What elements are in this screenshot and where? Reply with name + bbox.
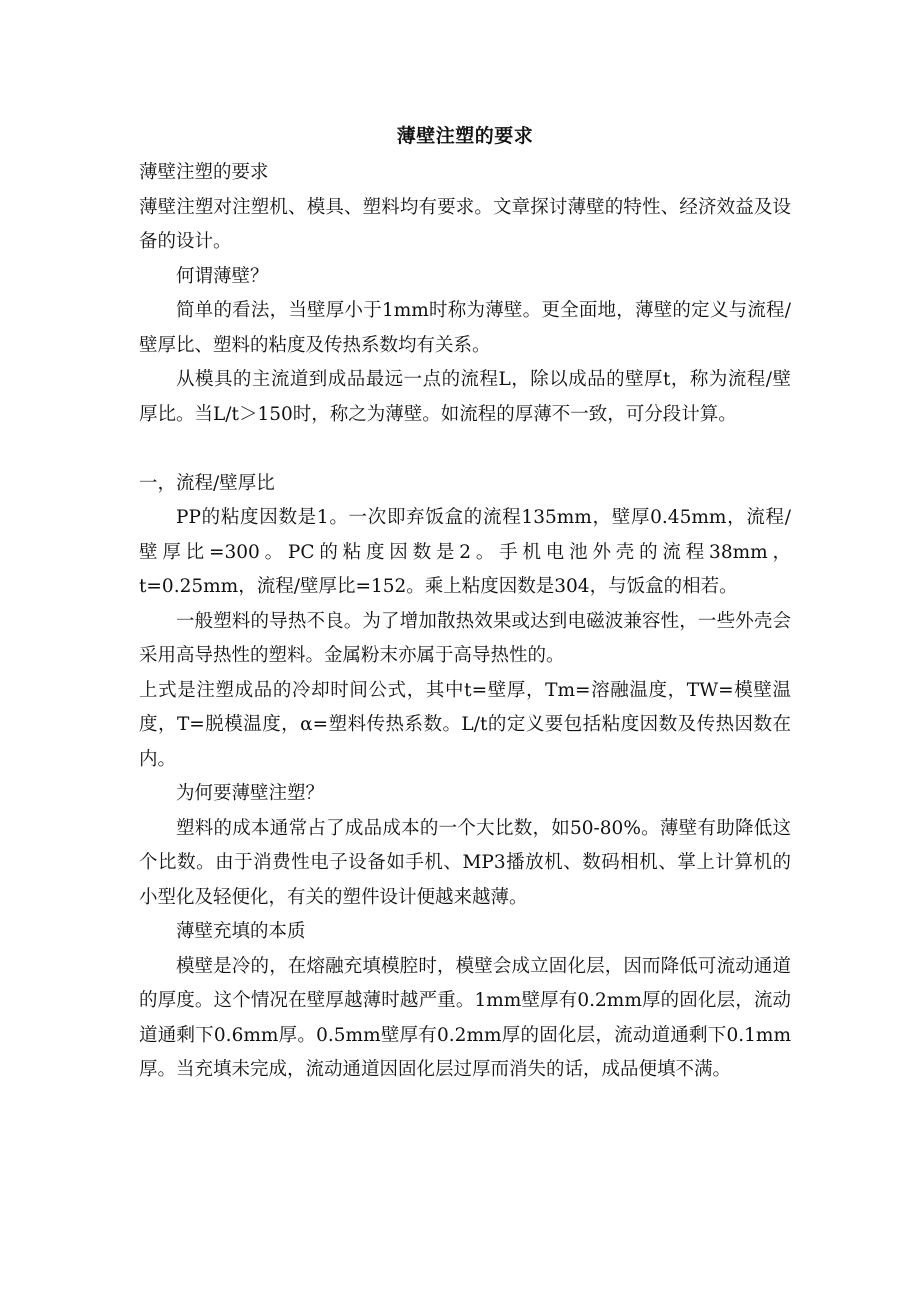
intro-paragraph: 薄壁注塑对注塑机、模具、塑料均有要求。文章探讨薄壁的特性、经济效益及设备的设计。	[139, 196, 791, 252]
cost-paragraph: 塑料的成本通常占了成品成本的一个大比数，如50-80%。薄壁有助降低这个比数。由于消费性电子设备如手机、MP3播放机、数码相机、掌上计算机的小型化及轻便化，有关的塑件设计便越来越薄。	[139, 817, 791, 908]
formula-paragraph: 上式是注塑成品的冷却时间公式，其中t=壁厚，Tm=溶融温度，TW=模壁温度，T=脱模温度，α=塑料传热系数。L/t的定义要包括粘度因数及传热因数在内。	[139, 679, 791, 770]
filling-heading: 薄壁充填的本质	[176, 921, 306, 942]
ratio-paragraph: 从模具的主流道到成品最远一点的流程L，除以成品的壁厚t，称为流程/壁厚比。当L/t＞150时，称之为薄壁。如流程的厚薄不一致，可分段计算。	[139, 369, 791, 425]
section-heading: 薄壁注塑的要求	[139, 162, 269, 183]
document-body	[139, 118, 791, 1088]
section-one-heading: 一，流程/壁厚比	[139, 472, 275, 494]
thermal-paragraph: 一般塑料的导热不良。为了增加散热效果或达到电磁波兼容性，一些外壳会采用高导热性的塑料。金属粉末亦属于高导热性的。	[139, 610, 791, 666]
viscosity-paragraph: PP的粘度因数是1。一次即弃饭盒的流程135mm，壁厚0.45mm，流程/壁厚比=300。PC的粘度因数是2。手机电池外壳的流程38mm，t=0.25mm，流程/壁厚比=152。乘上粘度因数是304，与饭盒的相若。	[139, 507, 791, 597]
definition-paragraph: 简单的看法，当壁厚小于1mm时称为薄壁。更全面地，薄壁的定义与流程/壁厚比、塑料的粘度及传热系数均有关系。	[139, 300, 791, 356]
question-heading: 何谓薄壁？	[176, 265, 269, 287]
document-title: 薄壁注塑的要求	[396, 125, 534, 147]
filling-paragraph: 模壁是冷的，在熔融充填模腔时，模壁会成立固化层，因而降低可流动通道的厚度。这个情况在壁厚越薄时越严重。1mm壁厚有0.2mm厚的固化层，流动道通剩下0.6mm厚。0.5mm壁厚有0.2mm厚的固化层，流动道通剩下0.1mm厚。当充填未完成，流动通道因固化层过厚而消失的话，成品便填不满。	[139, 955, 791, 1080]
blank-line	[139, 432, 791, 467]
why-heading: 为何要薄壁注塑？	[176, 783, 325, 804]
